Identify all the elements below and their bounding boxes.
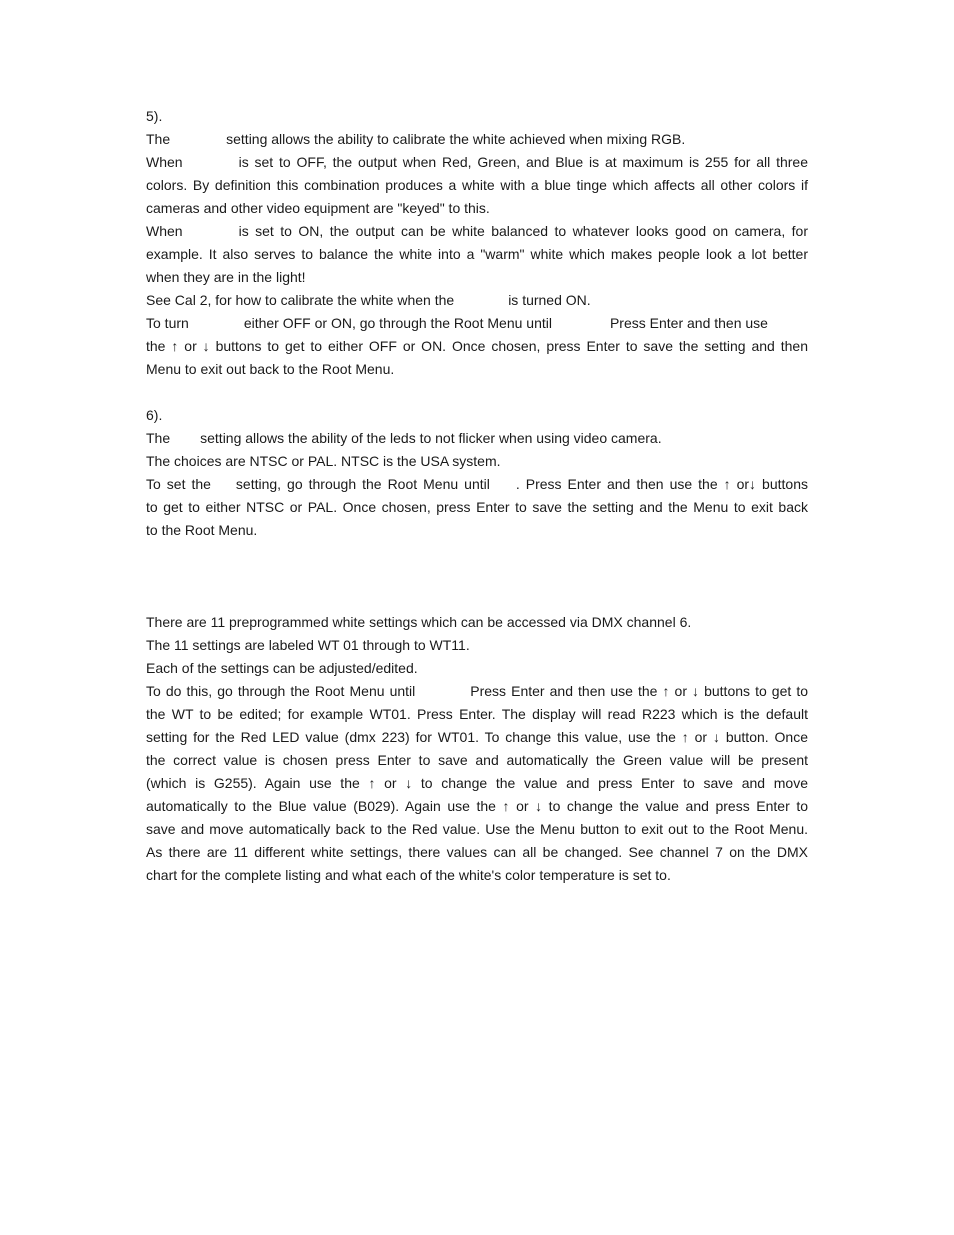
paragraph-line: when they are in the light! [146, 269, 306, 285]
text-segment: See Cal 2, for how to calibrate the white when the [146, 292, 455, 308]
paragraph-line: example. It also serves to balance the white into a "warm" white which makes people look a lot better [146, 246, 808, 262]
paragraph-line: (which is G255). Again use the ↑ or ↓ to change the value and press Enter to save and move [146, 775, 808, 791]
text-segment: The [146, 430, 171, 446]
paragraph-line: cameras and other video equipment are "keyed" to this. [146, 200, 490, 216]
text-segment: setting allows the ability to calibrate the white achieved when mixing RGB. [226, 131, 686, 147]
paragraph-line [146, 473, 808, 496]
paragraph-line: save and move automatically back to the Red value. Use the Menu button to exit out to the Root Menu. [146, 821, 808, 837]
text-segment: To turn [146, 315, 189, 331]
text-segment: When [146, 223, 183, 239]
text-segment: To set the [146, 476, 211, 492]
spacer [146, 542, 808, 611]
text-segment: To do this, go through the Root Menu until [146, 683, 416, 699]
paragraph-line: As there are 11 different white settings, there values can all be changed. See channel 7 on the DMX [146, 844, 808, 860]
paragraph-line: automatically to the Blue value (B029). Again use the ↑ or ↓ to change the value and press Enter to [146, 798, 808, 814]
text-segment: When [146, 154, 183, 170]
paragraph-line: Each of the settings can be adjusted/edited. [146, 660, 418, 676]
text-segment: Press Enter and then use [609, 315, 768, 331]
paragraph-line: Menu to exit out back to the Root Menu. [146, 361, 395, 377]
text-segment: either OFF or ON, go through the Root Menu until [243, 315, 552, 331]
paragraph-line [146, 427, 808, 450]
text-segment: is set to OFF, the output when Red, Green, and Blue is at maximum is 255 for all three [238, 154, 808, 170]
text-segment: is set to ON, the output can be white balanced to whatever looks good on camera, for [238, 223, 808, 239]
paragraph-line: the correct value is chosen press Enter to save and automatically the Green value will be present [146, 752, 808, 768]
paragraph-line [146, 128, 808, 151]
paragraph-line: chart for the complete listing and what each of the white's color temperature is set to. [146, 867, 671, 883]
section-6-heading: 6). [146, 407, 163, 423]
section-5-heading: 5). [146, 108, 163, 124]
text-segment: setting allows the ability of the leds to not flicker when using video camera. [200, 430, 662, 446]
paragraph-line: There are 11 preprogrammed white settings which can be accessed via DMX channel 6. [146, 614, 692, 630]
text-segment: . Press Enter and then use the ↑ or↓ buttons [515, 476, 808, 492]
paragraph-line: setting for the Red LED value (dmx 223) for WT01. To change this value, use the ↑ or ↓ button. Once [146, 729, 808, 745]
text-segment: Press Enter and then use the ↑ or ↓ buttons to get to [470, 683, 808, 699]
paragraph-line: to the Root Menu. [146, 522, 258, 538]
paragraph-line: the WT to be edited; for example WT01. Press Enter. The display will read R223 which is the default [146, 706, 808, 722]
paragraph-line: the ↑ or ↓ buttons to get to either OFF or ON. Once chosen, press Enter to save the setting and then [146, 338, 808, 354]
paragraph-line [146, 680, 808, 703]
paragraph-line [146, 151, 808, 174]
paragraph-line: The choices are NTSC or PAL. NTSC is the USA system. [146, 453, 501, 469]
paragraph-line: The 11 settings are labeled WT 01 through to WT11. [146, 637, 470, 653]
text-segment: is turned ON. [508, 292, 591, 308]
text-segment: setting, go through the Root Menu until [235, 476, 490, 492]
paragraph-line [146, 312, 808, 335]
text-segment: The [146, 131, 171, 147]
paragraph-line: colors. By definition this combination produces a white with a blue tinge which affects all other colors if [146, 177, 808, 193]
paragraph-line: to get to either NTSC or PAL. Once chosen, press Enter to save the setting and the Menu to exit back [146, 499, 808, 515]
spacer [146, 381, 808, 404]
paragraph-line [146, 220, 808, 243]
paragraph-line [146, 289, 808, 312]
document-page [146, 105, 808, 887]
